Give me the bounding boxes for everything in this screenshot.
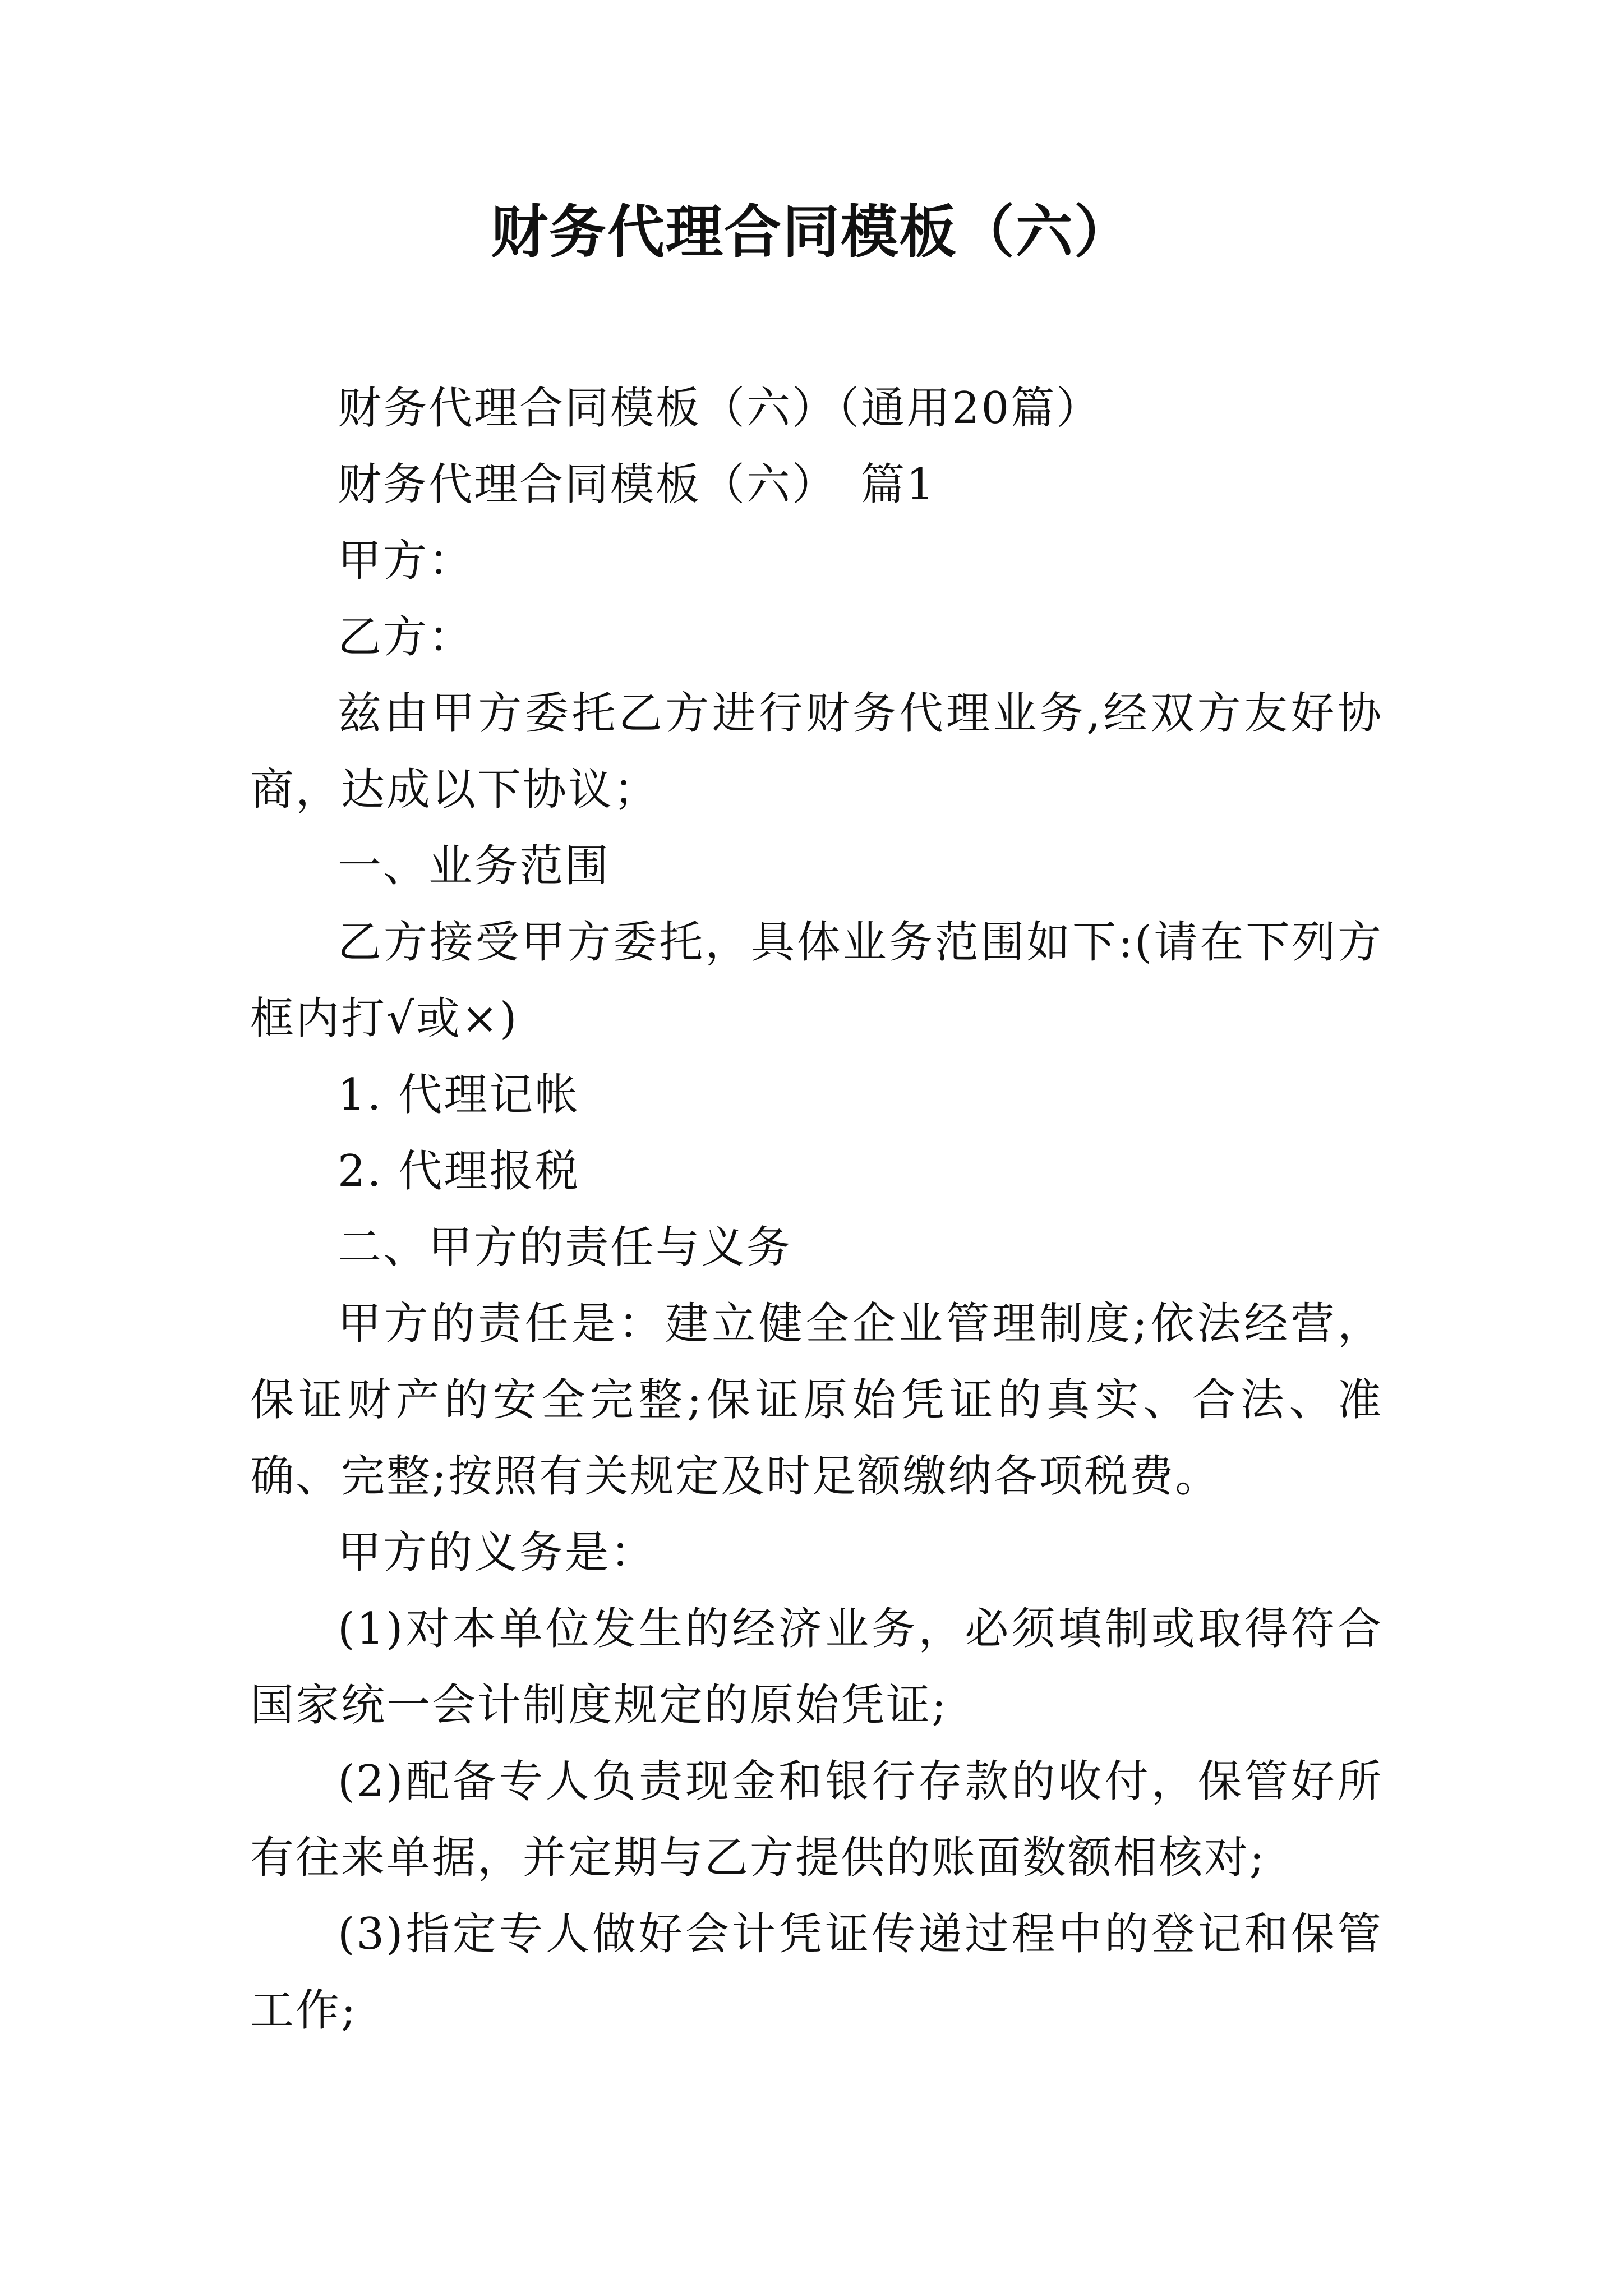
- obligation-item-1: (1)对本单位发生的经济业务，必须填制或取得符合国家统一会计制度规定的原始凭证;: [250, 1604, 1383, 1731]
- paragraph-section-heading: 财务代理合同模板（六） 篇1: [338, 459, 936, 510]
- paragraph-scope: 乙方接受甲方委托，具体业务范围如下:(请在下列方框内打√或×): [250, 917, 1383, 1044]
- paragraph-intro: 兹由甲方委托乙方进行财务代理业务,经双方友好协商，达成以下协议；: [250, 688, 1383, 815]
- obligation-item-3: (3)指定专人做好会计凭证传递过程中的登记和保管工作;: [250, 1909, 1383, 2036]
- paragraph-party-a-responsibility: 甲方的责任是：建立健全企业管理制度;依法经营，保证财产的安全完整;保证原始凭证的真实、合法、准确、完整;按照有关规定及时足额缴纳各项税费。: [250, 1299, 1383, 1502]
- obligation-item-2: (2)配备专人负责现金和银行存款的收付，保管好所有往来单据，并定期与乙方提供的账面数额相核对;: [250, 1756, 1383, 1883]
- scope-item-1: 1. 代理记帐: [338, 1070, 580, 1120]
- heading-party-a-duties: 二、甲方的责任与义务: [338, 1222, 792, 1273]
- paragraph-subtitle: 财务代理合同模板（六）（通用20篇）: [338, 383, 1102, 434]
- document-title: 财务代理合同模板（六）: [491, 199, 1132, 266]
- heading-business-scope: 一、业务范围: [338, 841, 611, 891]
- party-a-line: 甲方：: [338, 536, 474, 586]
- scope-item-2: 2. 代理报税: [338, 1146, 580, 1197]
- document-body: [250, 370, 1383, 2049]
- party-b-line: 乙方：: [338, 612, 474, 662]
- paragraph-party-a-obligations: 甲方的义务是：: [338, 1527, 656, 1578]
